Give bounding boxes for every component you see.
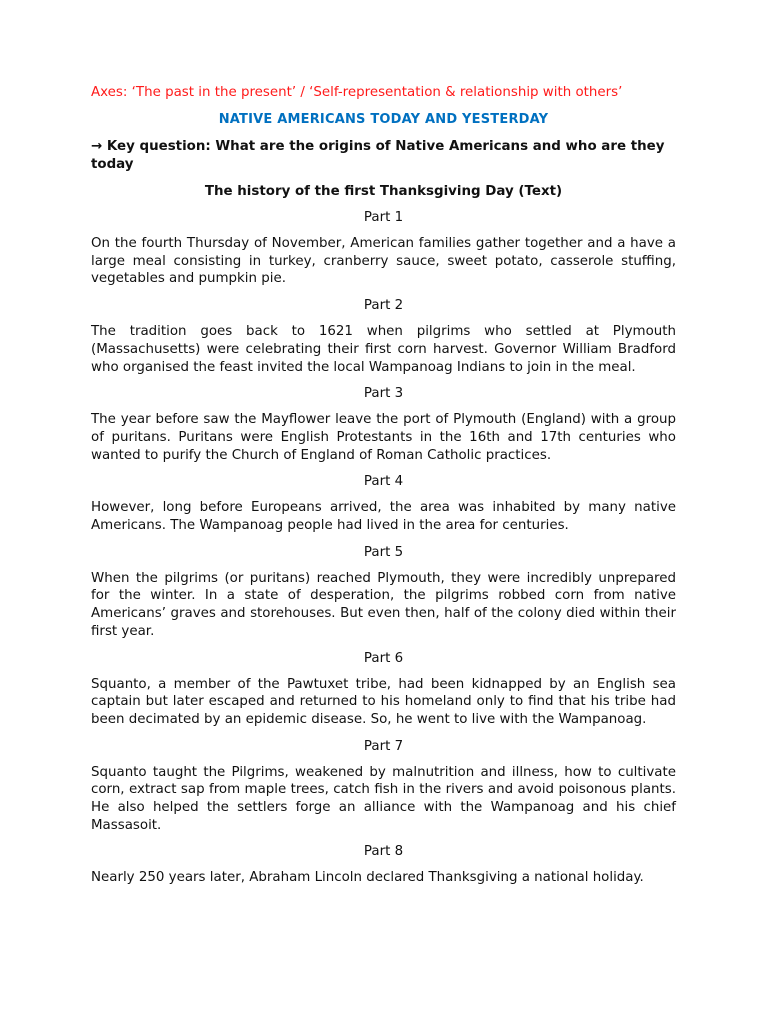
part-label: Part 8 — [363, 844, 404, 860]
part-label: Part 2 — [363, 298, 404, 314]
part-label: Part 6 — [363, 650, 404, 666]
part-label: Part 3 — [363, 386, 404, 402]
key-question: → Key question: What are the origins of Native Americans and who are they today — [91, 139, 665, 172]
part-label: Part 4 — [363, 474, 404, 490]
part-text: The year before saw the Mayflower leave the port of Plymouth (England) with a group of puritans. Puritans were English Protestants in the 16th and 17th centuries who wanted to purify the Church of England of Roman Catholic practices. — [91, 412, 676, 463]
document-title: The history of the first Thanksgiving Day (Text) — [204, 184, 563, 199]
part-text: Squanto taught the Pilgrims, weakened by malnutrition and illness, how to cultivate corn, extract sap from maple trees, catch fish in the rivers and avoid poisonous plants. He also helped the settlers forge an alliance with the Wampanoag and his chief Massasoit. — [91, 764, 676, 833]
part-4 — [91, 473, 676, 534]
part-7 — [91, 738, 676, 835]
part-text: Nearly 250 years later, Abraham Lincoln declared Thanksgiving a national holiday. — [91, 870, 644, 886]
part-text: On the fourth Thursday of November, American families gather together and a have a large meal consisting in turkey, cranberry sauce, sweet potato, casserole stuffing, vegetables and pumpkin pie. — [91, 236, 676, 287]
part-text: The tradition goes back to 1621 when pilgrims who settled at Plymouth (Massachusetts) were celebrating their first corn harvest. Governor William Bradford who organised the feast invited the local Wampanoag Indians to join in the meal. — [91, 324, 676, 375]
part-3 — [91, 385, 676, 464]
axes-line: Axes: ‘The past in the present’ / ‘Self-representation & relationship with others’ — [91, 85, 623, 100]
part-text: When the pilgrims (or puritans) reached Plymouth, they were incredibly unprepared for the winter. In a state of desperation, the pilgrims robbed corn from native Americans’ graves and storehouses. But even then, half of the colony died within their first year. — [91, 570, 676, 639]
part-label: Part 7 — [363, 738, 404, 754]
part-1 — [91, 209, 676, 288]
part-8 — [91, 843, 676, 887]
part-text: However, long before Europeans arrived, the area was inhabited by many native Americans. The Wampanoag people had lived in the area for centuries. — [91, 500, 676, 534]
part-5 — [91, 544, 676, 641]
part-label: Part 1 — [363, 210, 404, 225]
part-2 — [91, 297, 676, 376]
page-title: NATIVE AMERICANS TODAY AND YESTERDAY — [218, 112, 549, 127]
part-label: Part 5 — [363, 544, 404, 560]
part-text: Squanto, a member of the Pawtuxet tribe, had been kidnapped by an English sea captain but later escaped and returned to his homeland only to find that his tribe had been decimated by an epidemic disease. So, he went to live with the Wampanoag. — [91, 676, 676, 727]
part-6 — [91, 650, 676, 729]
